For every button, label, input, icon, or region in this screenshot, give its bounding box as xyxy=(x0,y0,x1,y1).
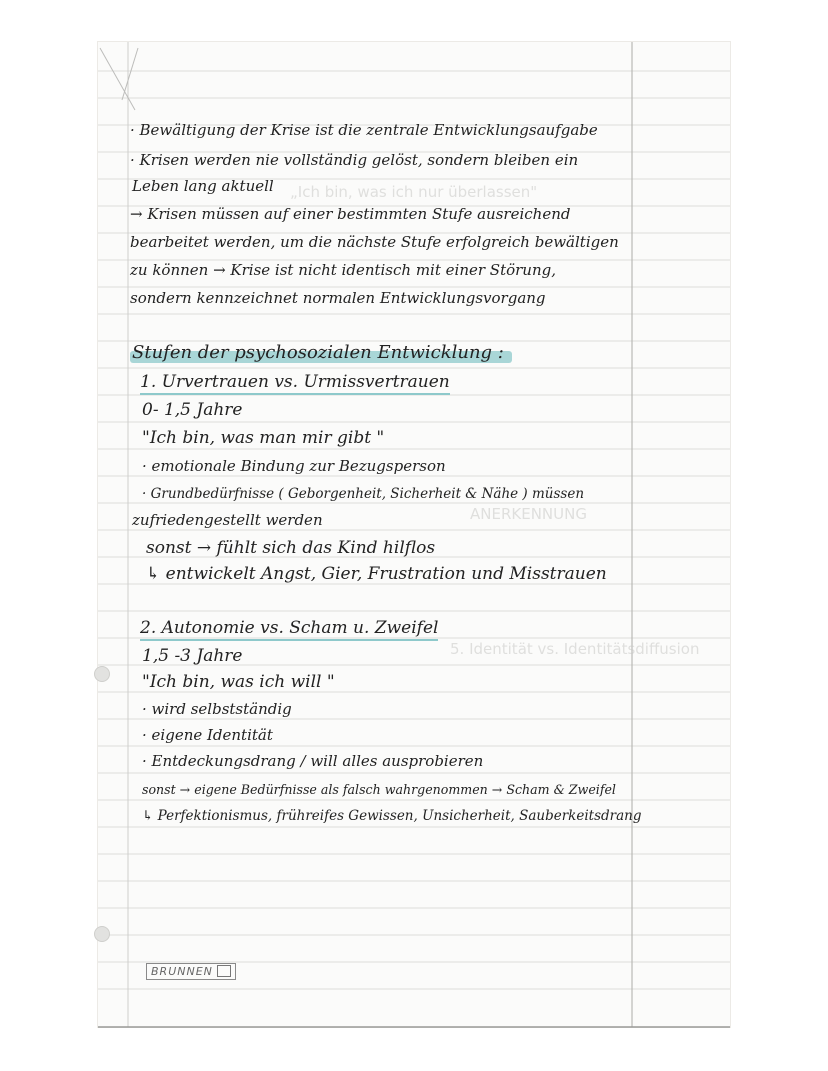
stage-2-line: sonst → eigene Bedürfnisse als falsch wahrgenommen → Scham & Zweifel xyxy=(142,782,616,797)
punch-hole-bottom xyxy=(94,926,110,942)
note-line: zu können → Krise ist nicht identisch mit einer Störung, xyxy=(130,261,556,279)
bleed-through-text: ANERKENNUNG xyxy=(470,505,587,523)
stage-1-line: zufriedengestellt werden xyxy=(132,511,323,529)
stage-2-line: · wird selbstständig xyxy=(142,700,292,718)
stage-1-quote: "Ich bin, was man mir gibt " xyxy=(142,428,385,448)
note-line: Leben lang aktuell xyxy=(132,177,274,195)
section-heading xyxy=(130,342,512,365)
bleed-through-text: 5. Identität vs. Identitätsdiffusion xyxy=(450,640,700,658)
stage-2-quote: "Ich bin, was ich will " xyxy=(142,672,335,692)
stage-2-line: · eigene Identität xyxy=(142,726,273,744)
note-line: · Krisen werden nie vollständig gelöst, sondern bleiben ein xyxy=(130,151,579,169)
brunnen-logo-icon xyxy=(217,965,231,977)
brand-text: BRUNNEN xyxy=(151,965,213,978)
brand-logo xyxy=(146,963,236,980)
punch-hole-top xyxy=(94,666,110,682)
stage-1-line: · Grundbedürfnisse ( Geborgenheit, Sicherheit & Nähe ) müssen xyxy=(142,486,585,502)
stage-2-line: · Entdeckungsdrang / will alles ausprobieren xyxy=(142,752,484,770)
stage-1-line: ↳ entwickelt Angst, Gier, Frustration und Misstrauen xyxy=(146,564,607,584)
stage-1-age: 0- 1,5 Jahre xyxy=(142,400,243,420)
stage-2-age: 1,5 -3 Jahre xyxy=(142,646,243,666)
stage-1-line: sonst → fühlt sich das Kind hilflos xyxy=(146,538,436,558)
note-line: → Krisen müssen auf einer bestimmten Stufe ausreichend xyxy=(130,205,571,223)
stage-1-title: 1. Urvertrauen vs. Urmissvertrauen xyxy=(140,371,450,395)
note-line: bearbeitet werden, um die nächste Stufe erfolgreich bewältigen xyxy=(130,233,619,251)
note-line: · Bewältigung der Krise ist die zentrale Entwicklungsaufgabe xyxy=(130,121,598,139)
stage-2-title: 2. Autonomie vs. Scham u. Zweifel xyxy=(140,617,438,641)
note-line: sondern kennzeichnet normalen Entwicklungsvorgang xyxy=(130,289,546,307)
stage-2-line: ↳ Perfektionismus, frühreifes Gewissen, Unsicherheit, Sauberkeitsdrang xyxy=(142,808,642,824)
bleed-through-text: „Ich bin, was ich nur überlassen" xyxy=(290,183,538,201)
section-heading-text: Stufen der psychosozialen Entwicklung : xyxy=(132,342,504,363)
stage-1-line: · emotionale Bindung zur Bezugsperson xyxy=(142,457,446,475)
